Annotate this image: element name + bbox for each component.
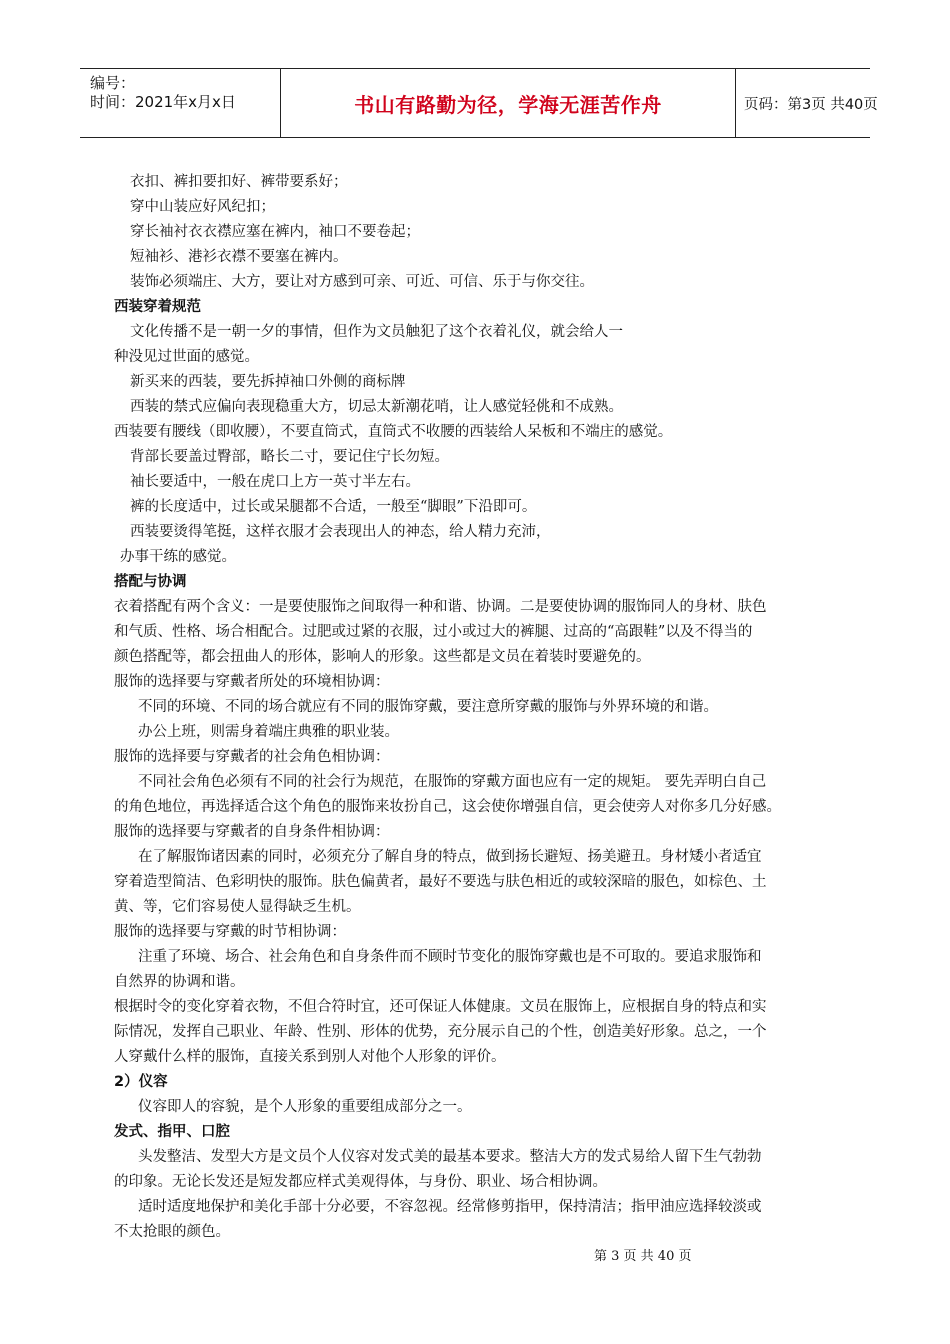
body-line: 不太抢眼的颜色。 [114,1224,230,1240]
body-line: 黄、等，它们容易使人显得缺乏生机。 [114,899,361,915]
body-line: 办公上班，则需身着端庄典雅的职业装。 [138,724,399,740]
body-line: 和气质、性格、场合相配合。过肥或过紧的衣服，过小或过大的裤腿、过高的“高跟鞋”以及不得当的 [114,624,753,640]
body-line: 背部长要盖过臀部，略长二寸，要记住宁长勿短。 [130,449,449,465]
header-motto: 书山有路勤为径，学海无涯苦作舟 [354,92,662,117]
body-line: 新买来的西装，要先拆掉袖口外侧的商标牌 [130,374,406,390]
body-line: 头发整洁、发型大方是文员个人仪容对发式美的最基本要求。整洁大方的发式易给人留下生气勃勃 [138,1149,762,1165]
body-line: 适时适度地保护和美化手部十分必要，不容忽视。经常修剪指甲，保持清洁；指甲油应选择较淡或 [138,1199,762,1215]
body-line: 服饰的选择要与穿戴的时节相协调： [114,924,346,940]
body-line: 自然界的协调和谐。 [114,974,245,990]
body-line: 在了解服饰诸因素的同时，必须充分了解自身的特点，做到扬长避短、扬美避丑。身材矮小者适宜 [138,849,762,865]
body-line: 办事干练的感觉。 [120,549,236,565]
header-page-label: 页码：第3页 共40页 [744,96,878,113]
body-line: 衣扣、裤扣要扣好、裤带要系好； [130,174,348,190]
section-heading: 2）仪容 [114,1074,168,1090]
body-line: 裤的长度适中，过长或呆腿都不合适，一般至“脚眼”下沿即可。 [130,499,537,515]
page-header [80,68,878,138]
body-line: 服饰的选择要与穿戴者的社会角色相协调： [114,749,390,765]
document-number-label: 编号： [90,74,136,92]
body-line: 西装要烫得笔挺，这样衣服才会表现出人的神态，给人精力充沛， [130,524,551,540]
body-line: 穿长袖衬衣衣襟应塞在裤内，袖口不要卷起； [130,224,420,240]
section-heading: 发式、指甲、口腔 [114,1124,230,1140]
body-line: 西装的禁式应偏向表现稳重大方，切忌太新潮花哨，让人感觉轻佻和不成熟。 [130,399,623,415]
body-line: 服饰的选择要与穿戴者的自身条件相协调： [114,824,390,840]
body-line: 穿着造型简洁、色彩明快的服饰。肤色偏黄者，最好不要选与肤色相近的或较深暗的服色，如棕色、土 [114,874,767,890]
body-line: 服饰的选择要与穿戴者所处的环境相协调： [114,674,390,690]
body-line: 不同的环境、不同的场合就应有不同的服饰穿戴，要注意所穿戴的服饰与外界环境的和谐。 [138,699,718,715]
page-footer: 第 3 页 共 40 页 [594,1249,692,1264]
body-line: 人穿戴什么样的服饰，直接关系到别人对他个人形象的评价。 [114,1049,506,1065]
body-line: 衣着搭配有两个含义：一是要使服饰之间取得一种和谐、协调。二是要使协调的服饰同人的身材、肤色 [114,599,767,615]
body-line: 种没见过世面的感觉。 [114,349,259,365]
body-line: 穿中山装应好风纪扣； [130,199,275,215]
body-line: 颜色搭配等，都会扭曲人的形体，影响人的形象。这些都是文员在着装时要避免的。 [114,649,651,665]
section-heading: 搭配与协调 [114,574,187,590]
body-line: 的印象。无论长发还是短发都应样式美观得体，与身份、职业、场合相协调。 [114,1174,607,1190]
body-line: 装饰必须端庄、大方，要让对方感到可亲、可近、可信、乐于与你交往。 [130,274,594,290]
body-line: 袖长要适中，一般在虎口上方一英寸半左右。 [130,474,420,490]
body-line: 的角色地位，再选择适合这个角色的服饰来妆扮自己，这会使你增强自信，更会使旁人对你多几分好感。 [114,799,781,815]
section-heading: 西装穿着规范 [114,299,201,315]
body-line: 际情况，发挥自己职业、年龄、性别、形体的优势，充分展示自己的个性，创造美好形象。总之，一个 [114,1024,767,1040]
body-line: 西装要有腰线（即收腰），不要直筒式，直筒式不收腰的西装给人呆板和不端庄的感觉。 [114,424,673,440]
header-motto-cell [280,69,736,137]
body-line: 不同社会角色必须有不同的社会行为规范，在服饰的穿戴方面也应有一定的规矩。 要先弄明白自己 [138,774,767,790]
body-line: 注重了环境、场合、社会角色和自身条件而不顾时节变化的服饰穿戴也是不可取的。要追求服饰和 [138,949,762,965]
body-line: 根据时令的变化穿着衣物，不但合符时宜，还可保证人体健康。文员在服饰上，应根据自身的特点和实 [114,999,767,1015]
body-line: 短袖衫、港衫衣襟不要塞在裤内。 [130,249,348,265]
document-date-label: 时间：2021年x月x日 [90,93,236,111]
header-meta [80,69,280,137]
body-line: 文化传播不是一朝一夕的事情，但作为文员触犯了这个衣着礼仪，就会给人一 [130,324,623,340]
body-line: 仪容即人的容貌，是个人形象的重要组成部分之一。 [138,1099,472,1115]
